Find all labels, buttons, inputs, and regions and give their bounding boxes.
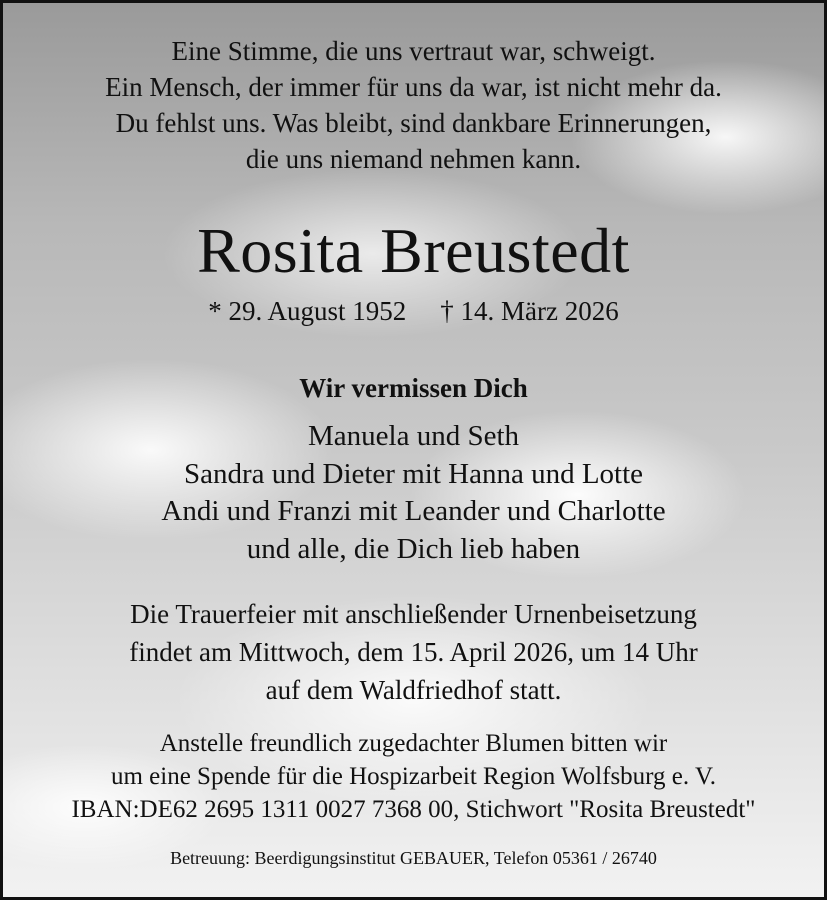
death-date: † 14. März 2026 bbox=[440, 296, 619, 326]
life-dates bbox=[3, 293, 824, 329]
deceased-name: Rosita Breustedt bbox=[197, 215, 630, 286]
donation-line: Anstelle freundlich zugedachter Blumen bitten wir bbox=[159, 730, 668, 757]
ceremony-line: auf dem Waldfriedhof statt. bbox=[265, 675, 562, 705]
mourner-line: Sandra und Dieter mit Hanna und Lotte bbox=[183, 457, 644, 490]
ceremony-line: findet am Mittwoch, dem 15. April 2026, um 14 Uhr bbox=[129, 637, 698, 667]
birth-date: * 29. August 1952 bbox=[208, 296, 407, 326]
poem-line: Du fehlst uns. Was bleibt, sind dankbare Erinnerungen, bbox=[115, 108, 712, 138]
memorial-poem bbox=[3, 33, 824, 177]
ceremony-info bbox=[3, 595, 824, 709]
mourners-list bbox=[3, 418, 824, 568]
poem-line: die uns niemand nehmen kann. bbox=[245, 144, 582, 174]
mourner-line: Andi und Franzi mit Leander und Charlotte bbox=[161, 495, 666, 527]
mourner-line: Manuela und Seth bbox=[307, 420, 519, 452]
mourners-heading: Wir vermissen Dich bbox=[299, 373, 528, 403]
donation-iban: IBAN:DE62 2695 1311 0027 7368 00, Stichwort "Rosita Breustedt" bbox=[71, 796, 756, 823]
poem-line: Eine Stimme, die uns vertraut war, schweigt. bbox=[171, 36, 656, 66]
donation-line: um eine Spende für die Hospizarbeit Region Wolfsburg e. V. bbox=[110, 763, 717, 790]
donation-request bbox=[3, 727, 824, 826]
ceremony-line: Die Trauerfeier mit anschließender Urnenbeisetzung bbox=[130, 599, 697, 629]
funeral-home-credit: Betreuung: Beerdigungsinstitut GEBAUER, Telefon 05361 / 26740 bbox=[170, 848, 657, 868]
mourner-line: und alle, die Dich lieb haben bbox=[246, 532, 581, 565]
poem-line: Ein Mensch, der immer für uns da war, ist nicht mehr da. bbox=[105, 72, 722, 102]
